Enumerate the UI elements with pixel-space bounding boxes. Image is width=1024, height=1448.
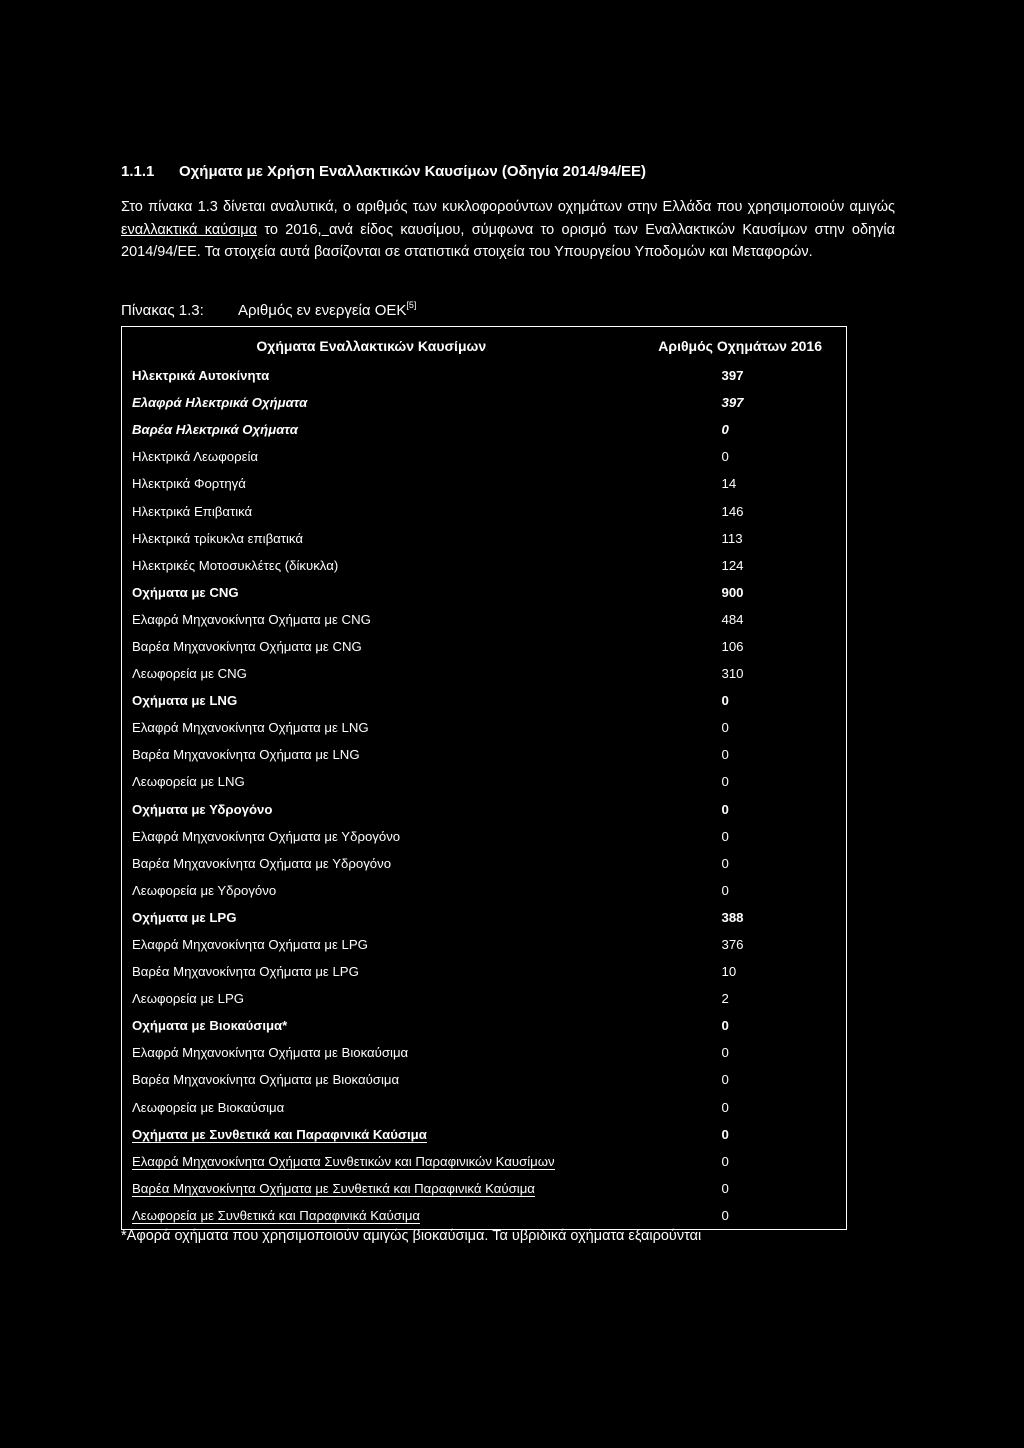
row-category [122, 525, 621, 552]
column-header-category: Οχήματα Εναλλακτικών Καυσίμων [256, 337, 487, 354]
table-row [122, 985, 847, 1012]
row-category [122, 362, 621, 389]
paragraph-text-2: το 2016, [257, 221, 322, 238]
row-count: 0 [721, 1180, 729, 1196]
row-category-text: Βαρέα Μηχανοκίνητα Οχήματα με LNG [132, 747, 360, 763]
row-count: 376 [721, 937, 744, 953]
row-count: 0 [721, 774, 729, 790]
row-category [122, 985, 621, 1012]
row-category-text: Οχήματα με LNG [132, 693, 238, 709]
table-row [122, 362, 847, 389]
row-category-text: Βαρέα Μηχανοκίνητα Οχήματα με Υδρογόνο [132, 855, 392, 871]
table-row [122, 850, 847, 877]
row-count: 397 [721, 368, 744, 384]
row-count: 388 [721, 909, 744, 925]
table-row [122, 389, 847, 416]
row-category [122, 1121, 621, 1148]
row-category [122, 660, 621, 687]
row-category [122, 1148, 621, 1175]
row-count: 0 [721, 855, 729, 871]
row-category-text: Λεωφορεία με Υδρογόνο [132, 882, 277, 898]
row-count: 106 [721, 638, 744, 654]
section-number: 1.1.1 [121, 163, 155, 180]
table-row [122, 904, 847, 931]
table-row [122, 1202, 847, 1230]
row-category-text: Βαρέα Μηχανοκίνητα Οχήματα με CNG [132, 638, 362, 654]
row-count: 0 [721, 1126, 729, 1142]
row-category-text: Ηλεκτρικά τρίκυκλα επιβατικά [132, 530, 303, 546]
table-row [122, 606, 847, 633]
vehicles-table [121, 326, 847, 1230]
row-count: 2 [721, 991, 729, 1007]
table-row [122, 768, 847, 795]
row-category [122, 768, 621, 795]
table-header-row [122, 327, 847, 363]
table-row [122, 525, 847, 552]
row-category-text: Ηλεκτρικά Λεωφορεία [132, 449, 259, 465]
table-row [122, 1066, 847, 1093]
section-title: Οχήματα με Χρήση Εναλλακτικών Καυσίμων (Οδηγία 2014/94/ΕΕ) [179, 163, 647, 180]
row-category [122, 497, 621, 524]
table-row [122, 877, 847, 904]
row-category [122, 1039, 621, 1066]
row-count: 146 [721, 503, 744, 519]
row-category-text: Οχήματα με CNG [132, 584, 239, 600]
row-category-text: Ελαφρά Μηχανοκίνητα Οχήματα με Υδρογόνο [132, 828, 401, 844]
table-row [122, 931, 847, 958]
row-category-text: Βαρέα Μηχανοκίνητα Οχήματα με LPG [132, 964, 359, 980]
row-category [122, 1094, 621, 1121]
table-caption-reference: [5] [406, 300, 417, 310]
table-row [122, 1094, 847, 1121]
row-category-text: Λεωφορεία με LPG [132, 991, 244, 1007]
row-category [122, 1012, 621, 1039]
row-category [122, 714, 621, 741]
row-count: 0 [721, 747, 729, 763]
row-category [122, 1202, 621, 1230]
row-count: 0 [721, 720, 729, 736]
row-category [122, 579, 621, 606]
row-count: 0 [721, 882, 729, 898]
row-count: 0 [721, 1153, 729, 1169]
table-body [122, 362, 847, 1230]
row-category-text: Ηλεκτρικές Μοτοσυκλέτες (δίκυκλα) [132, 557, 339, 573]
row-category-text: Λεωφορεία με Συνθετικά και Παραφινικά Καύσιμα [132, 1207, 421, 1223]
paragraph-underlined-space [322, 222, 329, 238]
row-category-text: Βαρέα Ηλεκτρικά Οχήματα [132, 422, 298, 438]
paragraph-underlined-term: εναλλακτικά καύσιμα [121, 221, 258, 238]
row-category-text: Βαρέα Μηχανοκίνητα Οχήματα με Βιοκαύσιμα [132, 1072, 400, 1088]
row-count: 0 [721, 693, 729, 709]
row-category [122, 823, 621, 850]
row-category [122, 633, 621, 660]
row-category [122, 904, 621, 931]
row-category-text: Ελαφρά Ηλεκτρικά Οχήματα [132, 395, 308, 411]
row-category [122, 741, 621, 768]
row-category-text: Λεωφορεία με Βιοκαύσιμα [132, 1099, 285, 1115]
row-count: 0 [721, 1207, 729, 1223]
row-count: 397 [721, 395, 744, 411]
row-category-text: Οχήματα με Βιοκαύσιμα* [132, 1018, 288, 1034]
table-row [122, 1121, 847, 1148]
table-row [122, 497, 847, 524]
row-category-text: Βαρέα Μηχανοκίνητα Οχήματα με Συνθετικά και Παραφινικά Καύσιμα [132, 1180, 535, 1196]
row-count: 0 [721, 1045, 729, 1061]
row-count: 0 [721, 1099, 729, 1115]
table-row [122, 1012, 847, 1039]
table-row [122, 958, 847, 985]
row-count: 484 [721, 611, 744, 627]
table-caption-title: Αριθμός εν ενεργεία ΟΕΚ [238, 302, 407, 319]
row-category-text: Λεωφορεία με LNG [132, 774, 245, 790]
row-category [122, 443, 621, 470]
row-count: 310 [721, 666, 744, 682]
row-category-text: Οχήματα με Υδρογόνο [132, 801, 273, 817]
row-count: 14 [721, 476, 737, 492]
row-category [122, 877, 621, 904]
row-category-text: Ελαφρά Μηχανοκίνητα Οχήματα Συνθετικών και Παραφινικών Καυσίμων [132, 1153, 555, 1169]
row-category-text: Ελαφρά Μηχανοκίνητα Οχήματα με Βιοκαύσιμα [132, 1045, 409, 1061]
table-row [122, 796, 847, 823]
table-row [122, 633, 847, 660]
paragraph-text-1: Στο πίνακα 1.3 δίνεται αναλυτικά, ο αριθμός των κυκλοφορούντων οχημάτων στην Ελλάδα που χρησιμοποιούν αμιγώς [121, 199, 895, 215]
row-category-text: Ελαφρά Μηχανοκίνητα Οχήματα με CNG [132, 611, 371, 627]
row-category [122, 850, 621, 877]
intro-paragraph [121, 196, 895, 264]
row-category-text: Ηλεκτρικά Φορτηγά [132, 476, 246, 492]
row-count: 0 [721, 422, 729, 438]
row-category [122, 552, 621, 579]
row-count: 10 [721, 964, 737, 980]
footnote: *Αφορά οχήματα που χρησιμοποιούν αμιγώς βιοκαύσιμα. Τα υβριδικά οχήματα εξαιρούνται [121, 1228, 702, 1244]
column-header-count: Αριθμός Οχημάτων 2016 [658, 337, 822, 354]
row-category-text: Ελαφρά Μηχανοκίνητα Οχήματα με LNG [132, 720, 369, 736]
section-heading [121, 163, 646, 180]
table-row [122, 714, 847, 741]
row-category [122, 958, 621, 985]
row-count: 900 [721, 584, 744, 600]
table-row [122, 660, 847, 687]
row-category [122, 1175, 621, 1202]
row-category [122, 470, 621, 497]
row-category [122, 389, 621, 416]
row-count: 0 [721, 449, 729, 465]
table-row [122, 1148, 847, 1175]
row-category [122, 931, 621, 958]
row-category-text: Οχήματα με LPG [132, 909, 237, 925]
table-row [122, 416, 847, 443]
table-row [122, 579, 847, 606]
row-count: 0 [721, 801, 729, 817]
row-category-text: Οχήματα με Συνθετικά και Παραφινικά Καύσιμα [132, 1126, 427, 1142]
table-row [122, 1039, 847, 1066]
table-caption-label: Πίνακας 1.3: [121, 302, 204, 319]
table-row [122, 552, 847, 579]
row-category-text: Ηλεκτρικά Αυτοκίνητα [132, 368, 270, 384]
row-category-text: Ηλεκτρικά Επιβατικά [132, 503, 253, 519]
table-row [122, 1175, 847, 1202]
row-category [122, 416, 621, 443]
table-row [122, 741, 847, 768]
row-category-text: Ελαφρά Μηχανοκίνητα Οχήματα με LPG [132, 937, 368, 953]
row-count: 0 [721, 1072, 729, 1088]
row-category [122, 1066, 621, 1093]
row-category [122, 606, 621, 633]
table-row [122, 823, 847, 850]
row-category [122, 687, 621, 714]
row-count: 0 [721, 1018, 729, 1034]
table-row [122, 687, 847, 714]
row-count: 113 [721, 530, 743, 546]
row-count: 0 [721, 828, 729, 844]
row-category [122, 796, 621, 823]
table-caption [121, 300, 416, 319]
row-category-text: Λεωφορεία με CNG [132, 666, 247, 682]
table-row [122, 443, 847, 470]
table-row [122, 470, 847, 497]
row-count: 124 [721, 557, 744, 573]
paragraph-text-3: ανά είδος καυσίμου, σύμφωνα το ορισμό των Εναλλακτικών Καυσίμων στην οδηγία 2014/94/ΕΕ. Τα στοιχεία αυτά βασίζονται σε στατιστικά στοιχεία του Υπουργείου Υποδομών και Μεταφορών. [121, 221, 895, 260]
